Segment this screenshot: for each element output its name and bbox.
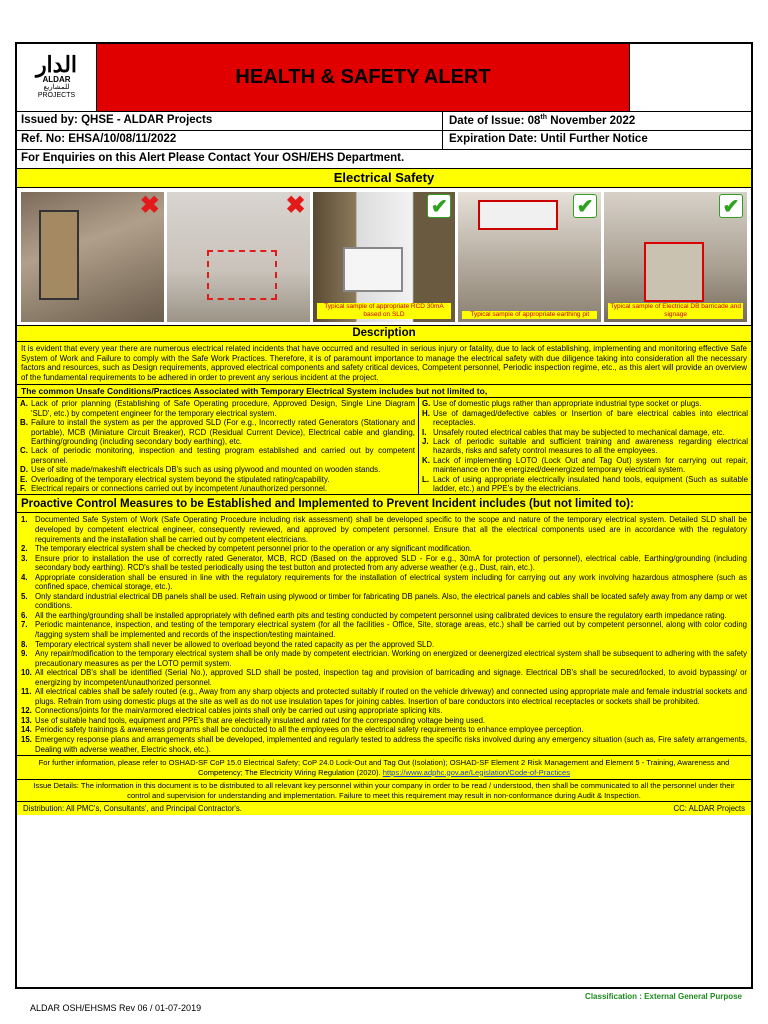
- header: [17, 44, 751, 112]
- cc-text: CC: ALDAR Projects: [673, 804, 745, 814]
- classification-label: Classification : External General Purpose: [585, 992, 742, 1001]
- date-of-issue: Date of Issue: 08th November 2022: [449, 114, 636, 127]
- revision-footer: ALDAR OSH/EHSMS Rev 06 / 01-07-2019: [30, 1003, 202, 1013]
- cross-icon: ✖: [285, 192, 306, 219]
- list-item: 5. Only standard industrial electrical DB panels shall be used. Refrain using plywood or timber for fabricating DB panels. Also, the electrical panels and cables shall be located safely away from any damp or wet conditions.: [21, 591, 747, 611]
- list-item: 13. Use of suitable hand tools, equipment and PPE's that are electrically insulated and rated for the corresponding voltage being used.: [21, 715, 486, 725]
- ref-row: [17, 131, 751, 150]
- list-item: E. Overloading of the temporary electrical system beyond the stipulated rating/capability.: [20, 474, 330, 484]
- list-item: 6. All the earthing/grounding shall be installed appropriately with defined earth pits and testing conducted by competent personnel using calibrated devices to ensure the regulatory earth impedance rating.: [21, 610, 727, 620]
- check-icon: ✔: [719, 194, 743, 218]
- further-info: [17, 756, 751, 780]
- unsafe-left-column: [17, 398, 419, 494]
- list-item: 8. Temporary electrical system shall never be allowed to overload beyond the rated capacity as per the approved SLD.: [21, 639, 435, 649]
- list-item: 10. All electrical DB's shall be identified (Serial No.), approved SLD shall be posted, inspection tag and provision of barricading and signage. Electrical DB's shall be secured/locked, to avoid bypassing/ or energizing by incompetent/unauthorized personnel.: [21, 668, 747, 687]
- list-item: 9. Any repair/modification to the temporary electrical system shall be only made by competent electrician. Working on energized or deenergized electrical system shall be subsequent to adhering with the safety precautionary measures as per the LOTO permit system.: [21, 649, 747, 668]
- description-text: It is evident that every year there are numerous electrical related incidents that have occurred and resulted in serious injury or fatality, due to lack of establishing, implementing and monitoring effective Safe System of Work and Failure to comply with the Safe Work Practices. Therefore, it is of paramount importance to manage the electrical safety with due diligence taking into consideration all the necessary factors and resources, such as Design requirements, approved electrical components and safety critical devices, Competent personnel, Periodic inspection regime, etc., as this alert will provide an overview of the fundamental requirements to be adhered in order to prevent any serious incident at the project.: [17, 342, 751, 385]
- list-item: A. Lack of prior planning (Establishing of Safe Operating procedure, Approved Design, Single Line Diagram 'SLD', etc.) by competent engineer for the temporary electrical system.: [20, 399, 415, 418]
- unsafe-list: [17, 398, 751, 495]
- list-item: I. Unsafely routed electrical cables that may be subjected to mechanical damage, etc.: [422, 427, 725, 437]
- list-item: 4. Appropriate consideration shall be ensured in line with the regulatory requirements for the installation of electrical system including for carrying out any work involving hazardous atmosphere (such as confined space, chemical storage, etc.).: [21, 572, 747, 592]
- list-item: D. Use of site made/makeshift electricals DB's such as using plywood and mounted on wooden stands.: [20, 465, 381, 475]
- alert-sheet: [15, 42, 753, 989]
- list-item: 7. Periodic maintenance, inspection, and testing of the temporary electrical system (for all the facilities - Office, Site, storage areas, etc.) shall be carried out by competent personnel, along with color coding /tagging system shall be implemented and records of the inspection/testing maintained.: [21, 620, 747, 639]
- description-heading: Description: [17, 326, 751, 342]
- logo-arabic: للمشاريع: [43, 84, 70, 91]
- distribution-text: Distribution: All PMC's, Consultants', and Principal Contractor's.: [23, 804, 242, 814]
- proactive-heading: Proactive Control Measures to be Established and Implemented to Prevent Incident includes (but not limited to):: [17, 495, 751, 513]
- list-item: 3. Ensure prior to installation the use of correctly rated Generator, MCB, RCD (Based on the approved SLD - For e.g., 30mA for protection of personnel), electrical cable, Earthing/grounding (including secondary body earthing). RCD's shall be tested periodically using the test button and protected from any adverse weather (e.g., Dust, rain, etc.).: [21, 553, 747, 573]
- photo-db-barricade: [604, 192, 747, 322]
- enquiries-line: For Enquiries on this Alert Please Contact Your OSH/EHS Department.: [17, 150, 751, 169]
- section-title: Electrical Safety: [17, 169, 751, 188]
- list-item: K. Lack of implementing LOTO (Lock Out and Tag Out) system for carrying out repair, maintenance on the energized/deenergized temporary electrical system.: [422, 455, 748, 475]
- list-item: G. Use of domestic plugs rather than appropriate industrial type socket or plugs.: [422, 399, 702, 409]
- list-item: 15. Emergency response plans and arrangements shall be developed, implemented and regularly tested to address the specific risks involved during any emergency situation (such as, Fire safety arrangements, Dealing with adverse weather, Electric shock, etc.).: [21, 735, 747, 754]
- expiration-date: Expiration Date: Until Further Notice: [449, 133, 648, 145]
- logo-projects: PROJECTS: [37, 92, 76, 99]
- list-item: B. Failure to install the system as per the approved SLD (For e.g., Incorrectly rated Generators (Stationary and portable), MCB (Miniature Circuit Breaker), RCD (Residual Current Device), Electrical cable and glanding, Earthing/grounding (including secondary body earthing), etc.: [20, 418, 415, 446]
- logo-mark: الدار: [35, 52, 78, 77]
- reference-link[interactable]: https://www.adphc.gov.ae/Legislation/Code-of-Practices: [382, 767, 571, 777]
- proactive-list: [17, 513, 751, 756]
- photo-domestic-plug: [167, 192, 310, 322]
- cross-icon: ✖: [139, 192, 160, 219]
- issued-by: Issued by: QHSE - ALDAR Projects: [17, 112, 443, 130]
- list-item: 1. Documented Safe System of Work (Safe Operating Procedure including risk assessment) shall be developed specific to the scope and nature of the temporary electrical system. Detailed SLD shall be developed by competent electrical engineer, consequently reviewed, and approved by competent personnel. Ensure that all the electrical components used are in accordance with the regulatory requirements and the installation shall be carried out by competent electricians.: [21, 515, 747, 544]
- ref-no: Ref. No: EHSA/10/08/11/2022: [17, 131, 443, 149]
- aldar-logo: [17, 44, 97, 111]
- list-item: J. Lack of periodic suitable and sufficient training and awareness regarding electrical hazards, risks and safety control measures to all the employees.: [422, 437, 748, 456]
- check-icon: ✔: [427, 194, 451, 218]
- further-info-text: For further information, please refer to OSHAD-SF CoP 15.0 Electrical Safety; CoP 24.0 Lock-Out and Tag Out (Isolation); OSHAD-SF Element 2 Risk Management and Element 5 - Training, Awareness and Competency; The Electricity Wiring Regulation (2020).: [38, 758, 730, 777]
- list-item: 14. Periodic safety trainings & awareness programs shall be conducted to all the employees on the electrical safety requirements to enhance employee perception.: [21, 725, 584, 735]
- list-item: 11. All electrical cables shall be safely routed (e.g., Away from any sharp objects and protected suitably if routed on the vehicle driveway) and connected using appropriate male and female industrial sockets and plugs. Refrain from using domestic plugs at the site as well as do not use insulation tapes for joining cables. Insertion of bare conductors into electrical receptacles or sockets shall be prohibited.: [21, 687, 747, 706]
- list-item: 2. The temporary electrical system shall be checked by competent personnel prior to the operation or any significant modification.: [21, 544, 472, 554]
- issue-row: [17, 112, 751, 131]
- distribution-row: [17, 802, 751, 815]
- list-item: F. Electrical repairs or connections carried out by incompetent /unauthorized personnel.: [20, 484, 328, 494]
- check-icon: ✔: [573, 194, 597, 218]
- photo-makeshift-db: [21, 192, 164, 322]
- list-item: L. Lack of using appropriate electrically insulated hand tools, equipment (Such as suitable ladder, etc.) and PPE's by the electricians.: [422, 474, 748, 494]
- list-item: H. Use of damaged/defective cables or Insertion of bare electrical cables into electrical receptacles.: [422, 408, 748, 428]
- unsafe-right-column: [419, 398, 751, 494]
- photo-caption: Typical sample of appropriate RCD 30mA based on SLD: [317, 303, 452, 319]
- photo-caption: Typical sample of appropriate earthing pit: [462, 311, 597, 319]
- photo-earthing-pit: [458, 192, 601, 322]
- list-item: 12. Connections/joints for the main/armored electrical cables joints shall only be carried out using appropriate splicing kits.: [21, 706, 443, 716]
- photo-caption: Typical sample of Electrical DB barricade and signage: [608, 303, 743, 319]
- logo-name: ALDAR: [42, 75, 71, 84]
- header-blank-cell: [629, 44, 751, 111]
- alert-title: HEALTH & SAFETY ALERT: [97, 44, 629, 111]
- photo-strip: [17, 188, 751, 326]
- list-item: C. Lack of periodic monitoring, inspection and testing program established and carried out by competent personnel.: [20, 446, 415, 465]
- issue-details: Issue Details: The information in this document is to be distributed to all relevant key personnel within your company in order to be read / understood, then shall be communicated to all the personnel under their control and supervision for understanding and implementation. Failure to meet this requirement may result in non-conformance during Audit & Inspection.: [17, 780, 751, 802]
- unsafe-heading: The common Unsafe Conditions/Practices Associated with Temporary Electrical System includes but not limited to,: [17, 385, 751, 398]
- photo-rcd: [313, 192, 456, 322]
